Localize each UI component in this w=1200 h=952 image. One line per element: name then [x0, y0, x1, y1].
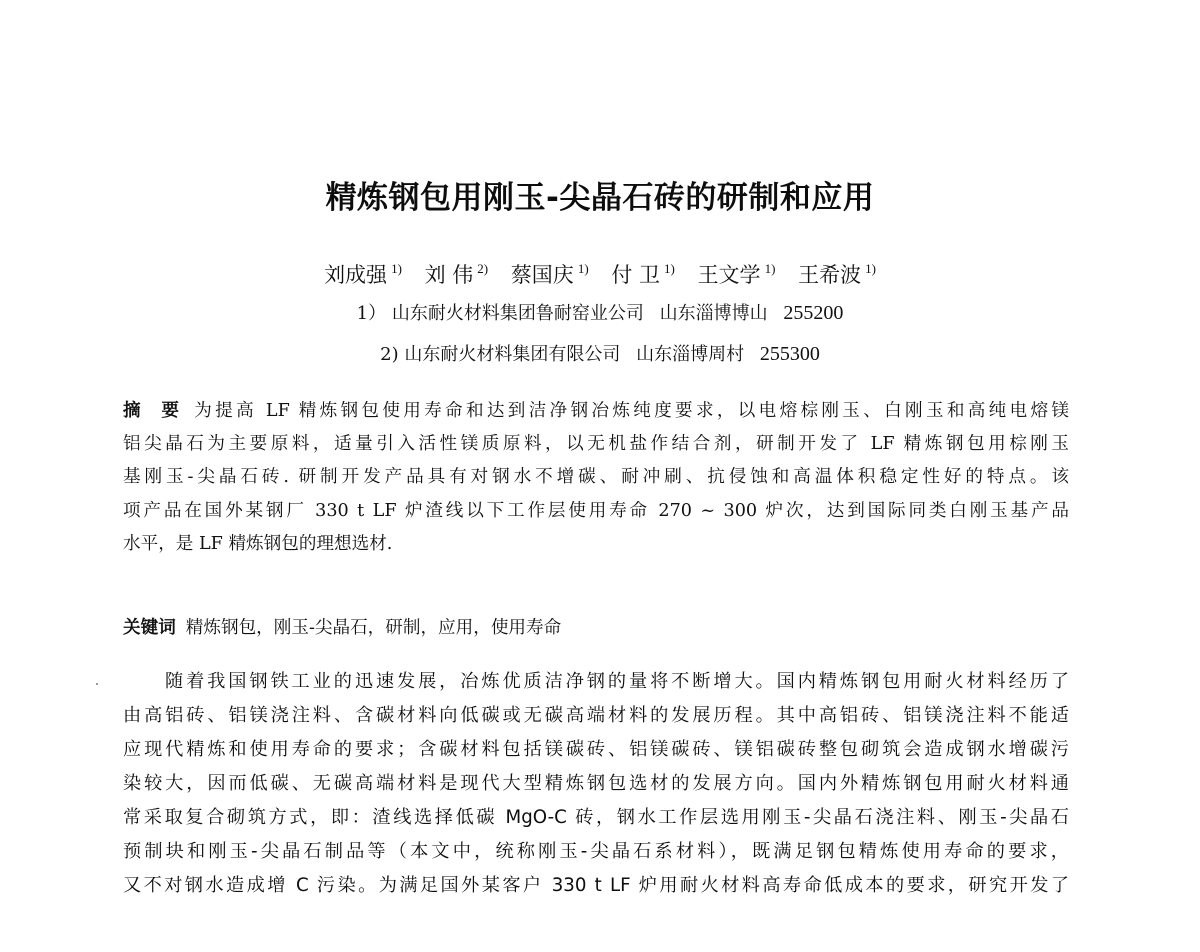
body-line: 预制块和刚玉-尖晶石制品等（本文中，统称刚玉-尖晶石系材料），既满足钢包精炼使用寿命的要求，: [123, 841, 1069, 862]
abstract-text: 为提高 LF 精炼钢包使用寿命和达到洁净钢冶炼纯度要求，以电熔棕刚玉、白刚玉和高纯电熔镁: [194, 401, 1069, 421]
author: [324, 252, 402, 292]
body-line: 又不对钢水造成增 C 污染。为满足国外某客户 330 t LF 炉用耐火材料高寿命低成本的要求，研究开发了: [123, 875, 1069, 896]
affiliation-mark: 2): [380, 344, 399, 365]
author-name: 刘成强: [324, 263, 388, 287]
abstract-line: 基刚玉-尖晶石砖. 研制开发产品具有对钢水不增碳、耐冲刷、抗侵蚀和高温体积稳定性好的特点。该: [123, 467, 1069, 488]
keywords-text: 精炼钢包，刚玉-尖晶石，研制，应用，使用寿命: [185, 618, 562, 638]
affiliation-place: 山东淄博博山: [659, 303, 768, 324]
affiliation-mark: 1): [391, 261, 402, 276]
abstract-line: 铝尖晶石为主要原料，适量引入活性镁质原料，以无机盐作结合剂，研制开发了 LF 精炼钢包用棕刚玉: [123, 434, 1069, 455]
body-line: 随着我国钢铁工业的迅速发展，冶炼优质洁净钢的量将不断增大。国内精炼钢包用耐火材料经历了: [165, 671, 1069, 692]
affiliation-2: [0, 339, 1200, 370]
scan-artifact: [96, 683, 98, 685]
body-line: 由高铝砖、铝镁浇注料、含碳材料向低碳或无碳高端材料的发展历程。其中高铝砖、铝镁浇注料不能适: [123, 705, 1069, 726]
affiliation-mark: 1）: [356, 303, 387, 324]
abstract-line: 项产品在国外某钢厂 330 t LF 炉渣线以下工作层使用寿命 270 ~ 300 炉次，达到国际同类白刚玉基产品: [123, 500, 1069, 521]
affiliation-mark: 1): [577, 261, 589, 276]
author: [511, 252, 589, 292]
affiliation-mark: 1): [764, 261, 776, 276]
affiliation-1: [0, 298, 1200, 329]
author-list: [0, 252, 1200, 292]
affiliation-org: 山东耐火材料集团鲁耐窑业公司: [391, 303, 644, 324]
author-name: 王希波: [798, 263, 862, 287]
author-name: 付 卫: [611, 263, 661, 287]
affiliation-place: 山东淄博周村: [636, 344, 745, 365]
author: [611, 252, 675, 292]
affiliation-org: 山东耐火材料集团有限公司: [404, 344, 621, 365]
keywords-label: 关键词: [123, 618, 176, 638]
postcode: 255200: [783, 302, 844, 324]
postcode: 255300: [759, 343, 820, 365]
paper-title: 精炼钢包用刚玉-尖晶石砖的研制和应用: [325, 180, 875, 216]
body-line: 应现代精炼和使用寿命的要求；含碳材料包括镁碳砖、铝镁碳砖、镁铝碳砖整包砌筑会造成钢水增碳污: [123, 739, 1069, 760]
author: [698, 252, 776, 292]
affiliation-mark: 2): [477, 261, 489, 276]
affiliation-mark: 1): [664, 261, 675, 276]
body-paragraph: [123, 665, 1069, 903]
author-name: 刘 伟: [424, 263, 474, 287]
author-name: 蔡国庆: [510, 263, 574, 287]
author: [798, 252, 876, 292]
body-line: 常采取复合砌筑方式，即：渣线选择低碳 MgO-C 砖，钢水工作层选用刚玉-尖晶石浇注料、刚玉-尖晶石: [123, 807, 1069, 828]
abstract: [123, 395, 1069, 561]
abstract-line: 水平，是 LF 精炼钢包的理想选材.: [123, 533, 393, 554]
author-name: 王文学: [697, 263, 761, 287]
abstract-line: [123, 395, 1069, 428]
body-line: 染较大，因而低碳、无碳高端材料是现代大型精炼钢包选材的发展方向。国内外精炼钢包用耐火材料通: [123, 773, 1069, 794]
affiliation-mark: 1): [865, 261, 876, 276]
keywords: [123, 612, 561, 645]
abstract-label: 摘 要: [123, 401, 187, 421]
author: [425, 252, 489, 292]
